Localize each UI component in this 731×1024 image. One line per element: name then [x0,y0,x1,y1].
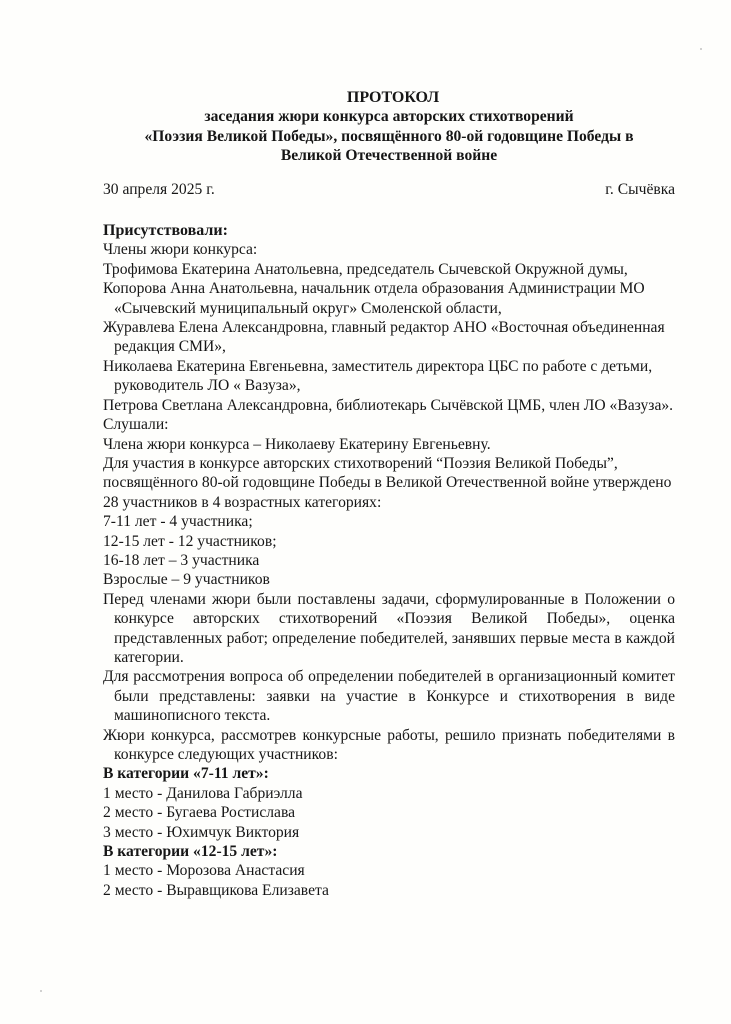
winner-place: 2 место - Выравщикова Елизавета [103,881,329,899]
document-subtitle-contest: «Поэзия Великой Победы», посвящённого 80-ой годовщине Победы в [144,127,634,145]
heard-label: Слушали: [103,416,169,434]
results-category-heading: В категории «7-11 лет»: [103,765,269,783]
winner-place: 3 место - Юхимчук Виктория [103,823,300,841]
results-category-heading: В категории «12-15 лет»: [103,843,278,861]
document-date: 30 апреля 2025 г. [103,180,215,198]
jury-members-list [103,260,675,415]
review-materials-paragraph: Для рассмотрения вопроса об определении победителей в организационный комитет были представлены: заявки на участие в Конкурсе и стихотворения в виде машинописного текста. [103,668,675,725]
participation-paragraph: Для участия в конкурсе авторских стихотворений “Поэзия Великой Победы”, посвящённого 80-ой годовщине Победы в Великой Отечественной войне утверждено 28 участников в 4 возрастных категориях: [103,454,672,511]
scan-speck [40,990,42,992]
jury-member: Журавлева Елена Александровна, главный редактор АНО «Восточная объединенная редакция СМИ», [103,319,665,356]
jury-tasks-paragraph: Перед членами жюри были поставлены задачи, сформулированные в Положении о конкурсе авторских стихотворений «Поэзия Великой Победы», оценка представленных работ; определение победителей, занявших первые места в каждой категории. [103,590,675,666]
document-subtitle: заседания жюри конкурса авторских стихотворений [204,108,574,126]
age-category: Взрослые – 9 участников [103,571,270,589]
jury-members-intro: Члены жюри конкурса: [103,241,258,259]
decision-paragraph: Жюри конкурса, рассмотрев конкурсные работы, решило признать победителями в конкурсе следующих участников: [103,726,675,763]
results-category-12-15 [103,842,675,900]
present-heading: Присутствовали: [103,222,228,240]
document-subtitle-war: Великой Отечественной войне [280,147,498,165]
age-category: 7-11 лет - 4 участника; [103,513,253,531]
results-category-7-11 [103,764,675,842]
scan-speck [700,48,702,50]
age-category: 12-15 лет - 12 участников; [103,532,277,550]
jury-member: Николаева Екатерина Евгеньевна, заместитель директора ЦБС по работе с детьми, руководитель ЛО « Вазуза», [103,357,653,395]
heard-speaker: Члена жюри конкурса – Николаеву Екатерину Евгеньевну. [103,435,491,453]
jury-member: Петрова Светлана Александровна, библиотекарь Сычёвской ЦМБ, член ЛО «Вазуза». [103,396,674,414]
winner-place: 2 место - Бугаева Ростислава [103,804,296,822]
date-place-row [103,180,675,199]
protocol-document [103,88,675,900]
jury-member: Копорова Анна Анатольевна, начальник отдела образования Администрации МО «Сычевский муниципальный округ» Смоленской области, [103,280,645,317]
age-category: 16-18 лет – 3 участника [103,551,260,569]
age-categories-list [103,512,675,590]
jury-member: Трофимова Екатерина Анатольевна, председатель Сычевской Окружной думы, [103,260,628,278]
winner-place: 1 место - Данилова Габриэлла [103,784,303,802]
winner-place: 1 место - Морозова Анастасия [103,862,305,880]
document-title-block [103,88,675,166]
document-title: ПРОТОКОЛ [346,89,440,106]
document-place: г. Сычёвка [605,180,675,198]
